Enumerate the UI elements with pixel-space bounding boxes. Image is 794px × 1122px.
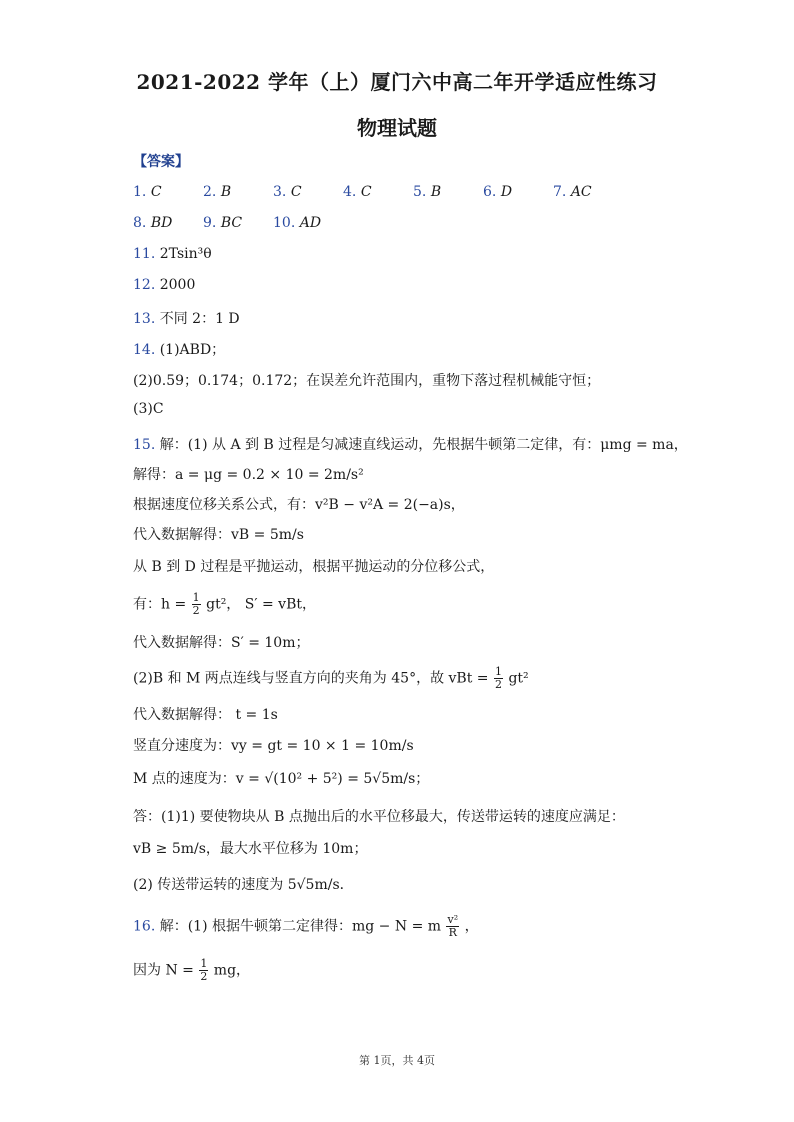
fraction: $\frac{1}{2}$ [192,591,200,617]
q15-line-10: 竖直分速度为：vy = gt = 10 × 1 = 10m/s [133,738,414,754]
q15-line-14: (2) 传送带运转的速度为 5√5m/s． [133,877,354,893]
mc-answer: 4. C [343,184,372,200]
q15-line-6: 有：h = $\frac{1}{2}$ gt²， S′ = vBt， [133,591,316,617]
q15-line-2: 解得：a = μg = 0.2 × 10 = 2m/s² [133,467,364,483]
q15-line-12: 答：(1)1) 要使物块从 B 点抛出后的水平位移最大，传送带运转的速度应满足： [133,809,625,825]
mc-answer: 2. B [203,184,232,200]
mc-answer: 10. AD [273,215,322,231]
page-title: 2021-2022 学年（上）厦门六中高二年开学适应性练习 [136,70,658,94]
mc-answer: 3. C [273,184,302,200]
q11-answer: 11. 2Tsin³θ [133,246,212,262]
q15-line-9: 代入数据解得： t = 1s [133,707,278,723]
fraction: $\frac{1}{2}$ [200,957,208,983]
q14-line-2: (2)0.59；0.174；0.172；在误差允许范围内，重物下落过程机械能守恒； [133,373,601,389]
q15-line-13: vB ≥ 5m/s，最大水平位移为 10m； [133,841,368,857]
mc-answer: 1. C [133,184,162,200]
mc-answer: 6. D [483,184,513,200]
fraction: $\frac{1}{2}$ [494,665,502,691]
q15-line-4: 代入数据解得：vB = 5m/s [133,527,304,543]
answer-heading: 【答案】 [133,154,189,170]
page-footer: 第 1页，共 4页 [359,1054,435,1067]
q15-line-11: M 点的速度为：v = √(10² + 5²) = 5√5m/s； [133,771,430,787]
q16-line-2: 因为 N = $\frac{1}{2}$ mg， [133,957,251,983]
mc-answer: 7. AC [553,184,592,200]
mc-answer: 8. BD [133,215,173,231]
q15-line-1: 15. 解：(1) 从 A 到 B 过程是匀减速直线运动，先根据牛顿第二定律，有：μmg = ma， [133,437,688,453]
q15-line-8: (2)B 和 M 两点连线与竖直方向的夹角为 45°，故 vBt = $\frac{1}{2}$ gt² [133,665,529,691]
q15-line-3: 根据速度位移关系公式，有：v²B − v²A = 2(−a)s， [133,497,465,513]
mc-answer: 5. B [413,184,442,200]
q15-line-5: 从 B 到 D 过程是平抛运动，根据平抛运动的分位移公式， [133,559,495,575]
mc-answer: 9. BC [203,215,243,231]
q14-line-1: 14. (1)ABD； [133,342,226,358]
fraction: $\frac{\text{v²}}{R}$ [447,913,459,939]
q16-line-1: 16. 解：(1) 根据牛顿第二定律得：mg − N = m $\frac{\text{v²}}{R}$ ， [133,913,479,939]
q15-line-7: 代入数据解得：S′ = 10m； [133,635,310,651]
q13-answer: 13. 不同 2：1 D [133,311,240,327]
q12-answer: 12. 2000 [133,277,196,293]
q14-line-3: (3)C [133,401,164,417]
page-subtitle: 物理试题 [357,116,437,140]
